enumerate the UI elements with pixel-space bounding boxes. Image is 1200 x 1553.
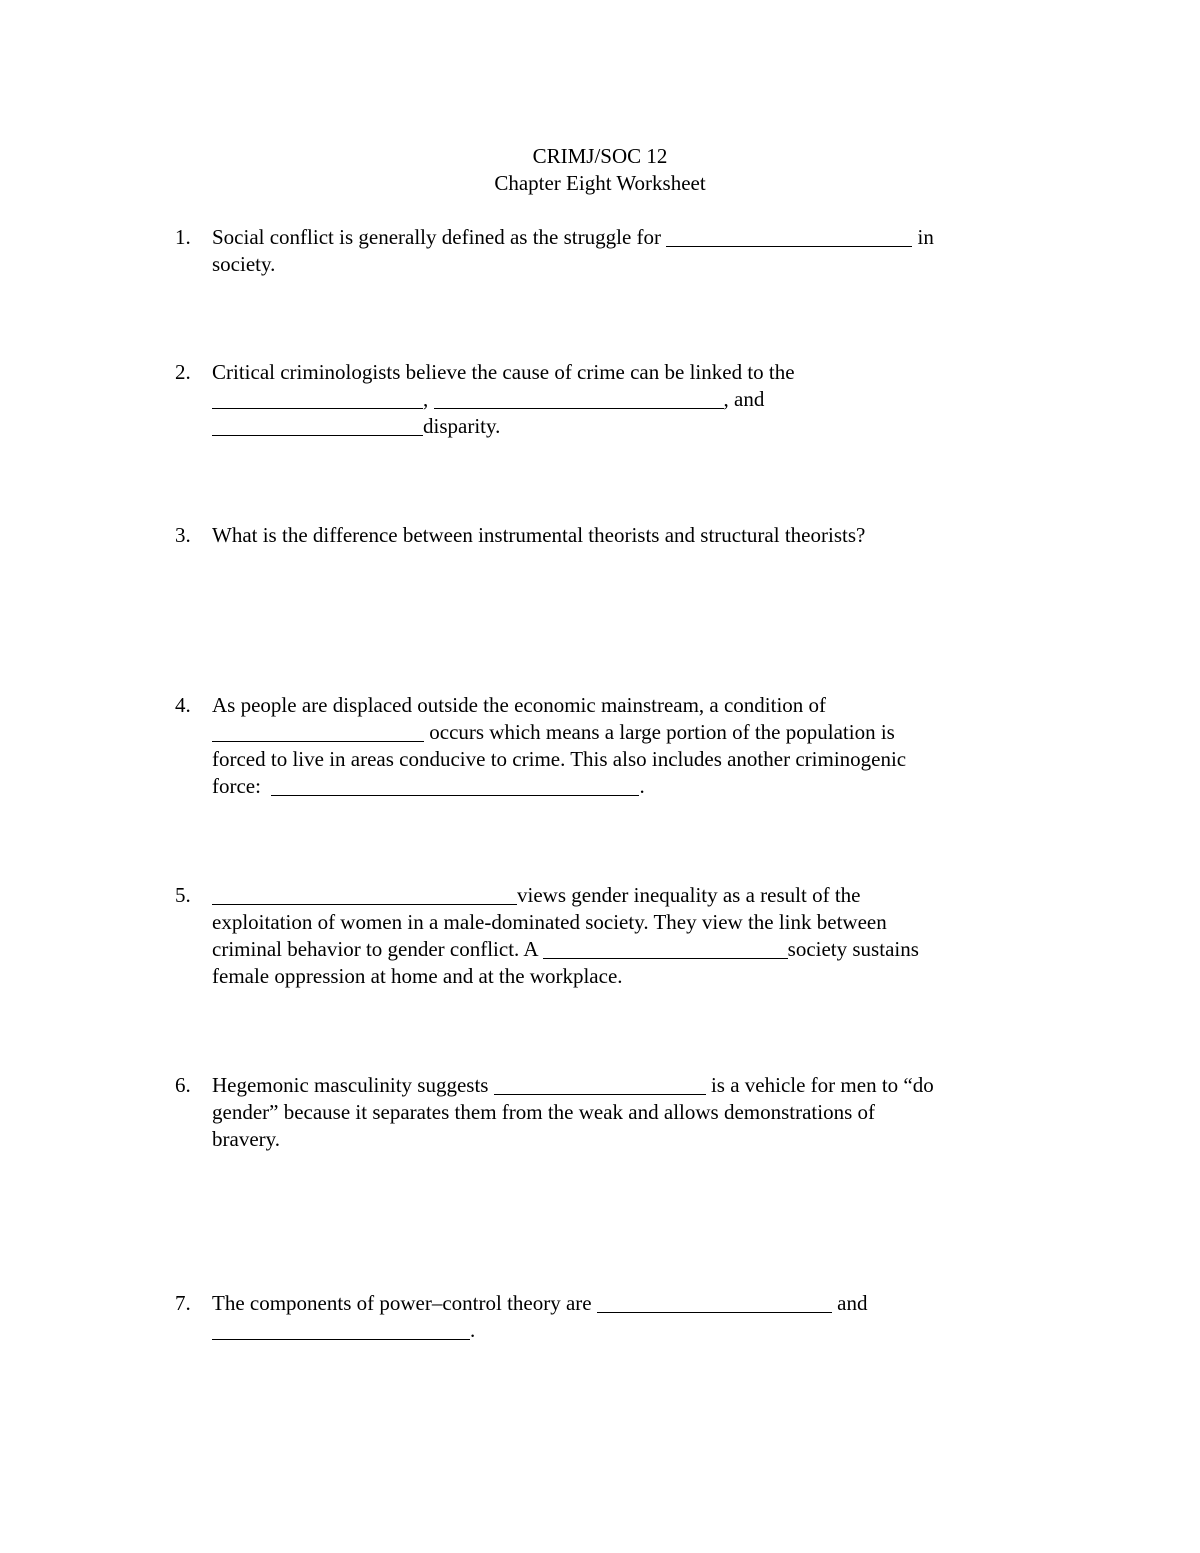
question-body bbox=[212, 224, 1012, 278]
question-text: forced to live in areas conducive to crime. This also includes another criminogenic bbox=[212, 747, 907, 771]
question-text: society sustains bbox=[787, 937, 919, 961]
answer-blank[interactable] bbox=[212, 1319, 470, 1340]
question-text: society. bbox=[212, 252, 276, 276]
question-text: occurs which means a large portion of the population is bbox=[429, 720, 895, 744]
question-number: 4. bbox=[175, 693, 191, 717]
question-text: . bbox=[639, 774, 645, 798]
question-text: is a vehicle for men to “do bbox=[710, 1073, 934, 1097]
answer-blank[interactable] bbox=[543, 938, 788, 959]
question-text: , bbox=[423, 387, 429, 411]
question-body bbox=[212, 1072, 1012, 1153]
question-number: 3. bbox=[175, 523, 191, 547]
question-text: disparity. bbox=[423, 414, 501, 438]
question-text: gender” because it separates them from the weak and allows demonstrations of bbox=[212, 1100, 876, 1124]
question-text: and bbox=[837, 1291, 868, 1315]
question-number: 2. bbox=[175, 360, 191, 384]
answer-blank[interactable] bbox=[212, 415, 423, 436]
question-number: 7. bbox=[175, 1291, 191, 1315]
question-text: The components of power–control theory are bbox=[212, 1291, 592, 1315]
question-text: female oppression at home and at the workplace. bbox=[212, 964, 623, 988]
answer-blank[interactable] bbox=[434, 388, 724, 409]
worksheet-title: Chapter Eight Worksheet bbox=[494, 171, 706, 195]
answer-blank[interactable] bbox=[666, 226, 912, 247]
answer-blank[interactable] bbox=[271, 775, 639, 796]
question-body bbox=[212, 1290, 1012, 1344]
question-text: in bbox=[917, 225, 934, 249]
question-body bbox=[212, 359, 1012, 440]
course-code: CRIMJ/SOC 12 bbox=[532, 144, 668, 168]
answer-blank[interactable] bbox=[212, 388, 423, 409]
question-body bbox=[212, 882, 1012, 990]
question-text: . bbox=[470, 1318, 476, 1342]
question-body bbox=[212, 522, 1012, 549]
question-number: 1. bbox=[175, 225, 191, 249]
answer-blank[interactable] bbox=[597, 1292, 832, 1313]
answer-blank[interactable] bbox=[494, 1074, 706, 1095]
question-text: bravery. bbox=[212, 1127, 281, 1151]
question-text: , and bbox=[723, 387, 765, 411]
question-text: As people are displaced outside the economic mainstream, a condition of bbox=[212, 693, 827, 717]
answer-blank[interactable] bbox=[212, 884, 517, 905]
question-text: Critical criminologists believe the cause of crime can be linked to the bbox=[212, 360, 795, 384]
question-number: 6. bbox=[175, 1073, 191, 1097]
question-text: Social conflict is generally defined as the struggle for bbox=[212, 225, 662, 249]
question-text: exploitation of women in a male-dominated society. They view the link between bbox=[212, 910, 887, 934]
question-text: What is the difference between instrumental theorists and structural theorists? bbox=[212, 523, 866, 547]
question-text: force: bbox=[212, 774, 261, 798]
answer-blank[interactable] bbox=[212, 721, 424, 742]
question-text: views gender inequality as a result of the bbox=[517, 883, 861, 907]
question-text: Hegemonic masculinity suggests bbox=[212, 1073, 489, 1097]
question-number: 5. bbox=[175, 883, 191, 907]
question-text: criminal behavior to gender conflict. A bbox=[212, 937, 538, 961]
question-body bbox=[212, 692, 1012, 800]
